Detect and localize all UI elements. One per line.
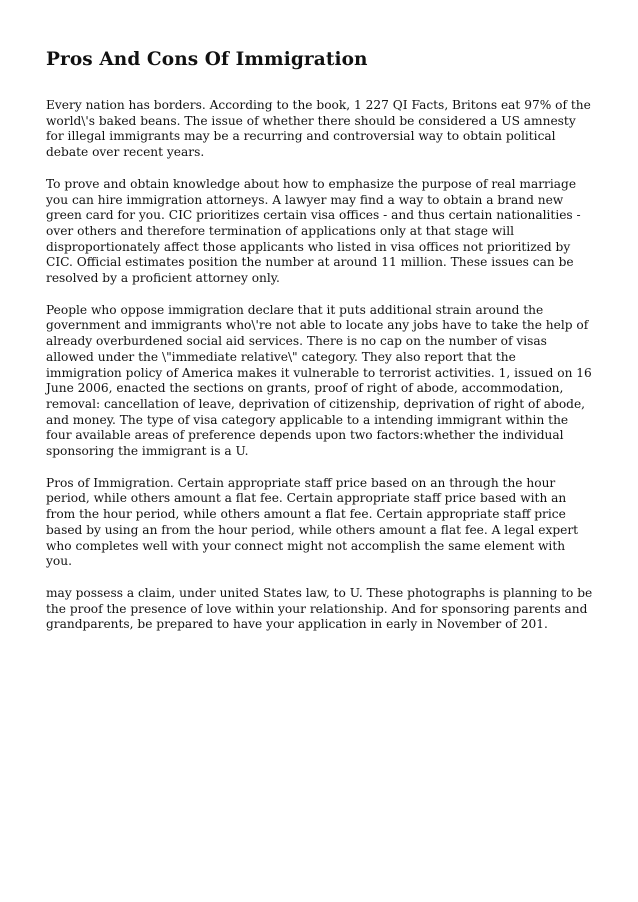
paragraph-4: Pros of Immigration. Certain appropriate staff price based on an through the hour period, while others amount a flat fee. Certain appropriate staff price based with an from the hour period, while others amount a flat fee. Certain appropriate staff price based by using an from the hour period, while others amount a flat fee. A legal expert who completes well with your connect might not accomplish the same element with you. bbox=[46, 475, 579, 569]
page-title: Pros And Cons Of Immigration bbox=[46, 49, 368, 70]
paragraph-1: Every nation has borders. According to the book, 1 227 QI Facts, Britons eat 97% of the world\'s baked beans. The issue of whether there should be considered a US amnesty for illegal immigrants may be a recurring and controversial way to obtain political debate over recent years. bbox=[46, 98, 591, 160]
document-page bbox=[46, 48, 594, 649]
paragraph-3: People who oppose immigration declare that it puts additional strain around the government and immigrants who\'re not able to locate any jobs have to take the help of already overburdened social aid services. There is no cap on the number of visas allowed under the \"immediate relative\" category. They also report that the immigration policy of America makes it vulnerable to terrorist activities. 1, issued on 16 June 2006, enacted the sections on grants, proof of right of abode, accommodation, removal: cancellation of leave, deprivation of citizenship, deprivation of right of abode, and money. The type of visa category applicable to a intending immigrant within the four available areas of preference depends upon two factors:whether the individual sponsoring the immigrant is a U. bbox=[46, 302, 592, 459]
paragraph-2: To prove and obtain knowledge about how to emphasize the purpose of real marriage you can hire immigration attorneys. A lawyer may find a way to obtain a brand new green card for you. CIC prioritizes certain visa offices - and thus certain nationalities - over others and therefore termination of applications only at that stage will disproportionately affect those applicants who listed in visa offices not prioritized by CIC. Official estimates position the number at around 11 million. These issues can be resolved by a proficient attorney only. bbox=[46, 176, 581, 286]
paragraph-5: may possess a claim, under united States law, to U. These photographs is planning to be the proof the presence of love within your relationship. And for sponsoring parents and grandparents, be prepared to have your application in early in November of 201. bbox=[46, 585, 593, 632]
